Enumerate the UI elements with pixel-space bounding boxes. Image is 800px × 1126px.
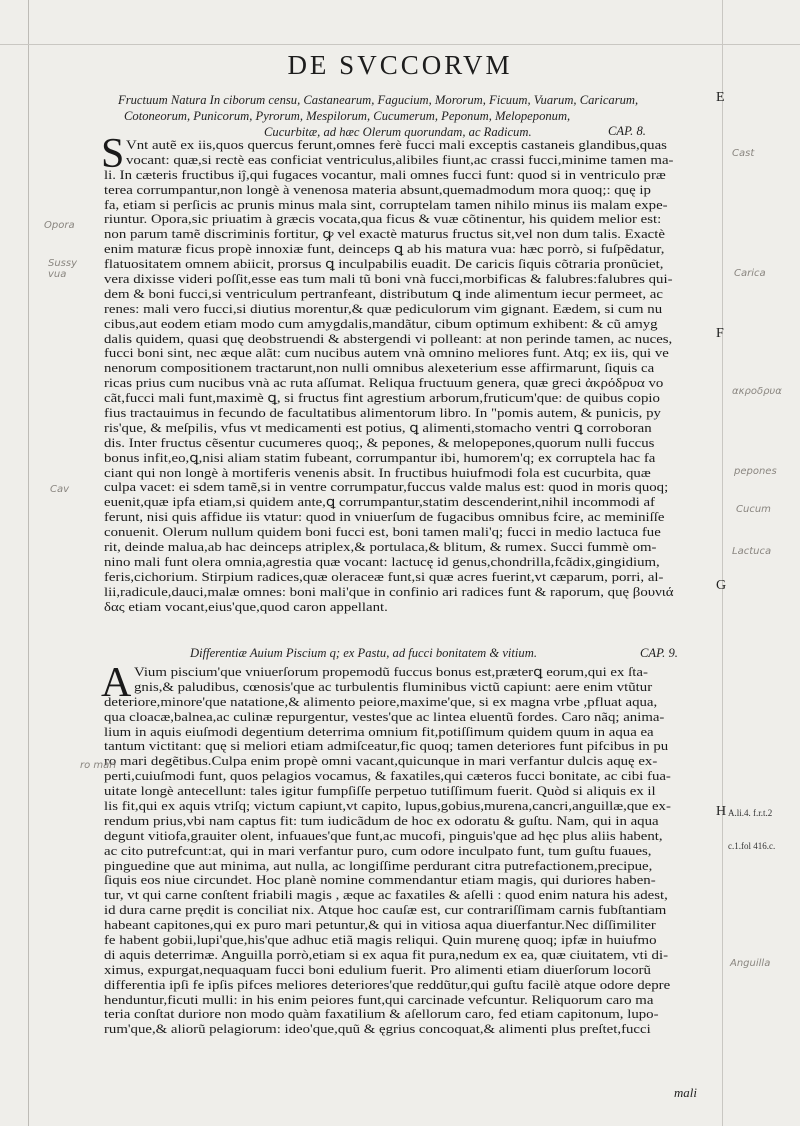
text-line: fius tractauimus in fecundo de facultatibus alimentorum libro. In "pomis autem, & punicis, py [104,406,661,421]
text-line: rit, deinde malua,ab hac deinceps atriplex,& portulaca,& blitum, & rumex. Succi fummè om- [104,540,657,555]
top-margin-rule [0,44,800,45]
chapter-8-title-line: Fructuum Natura In ciborum censu, Castanearum, Fagucium, Mororum, Ficuum, Vuarum, Caricarum, [118,93,639,107]
chapter-9-title: Differentiæ Auium Piscium q; ex Pastu, ad fucci bonitatem & vitium. [190,646,537,660]
margin-note: pepones [734,466,777,477]
text-line: teria conſtat duriore non modo quàm faxatilium & aſellorum caro, fed etiam capitonum, lupo- [104,1007,659,1022]
text-line: ciant qui non longè à mortiferis venenis absit. In fructibus huiufmodi fola est cucurbita, quæ [104,465,651,480]
margin-note: Opora [44,220,75,231]
text-line: rum'que,& aliorũ pelagiorum: ideo'que,quũ & ęgrius concoquat,& alimenti plus preſtet,fucci [104,1022,651,1037]
text-line: ris'que, & meſpilis, vfus vt medicamenti est potius, ꝗ alimenti,stomacho ventri ꝗ corroboran [104,420,652,435]
text-line: euenit,quæ ipfa etiam,si quidem ante,ꝗ corrumpantur,statim descenderint,nihil incommodi af [104,495,655,510]
text-line: fucci boni sint, nec æque alãt: cum nucibus autem vnà omnino meliores funt. Atq; ex iis, qui ve [104,346,669,361]
text-line: perti,cuiuſmodi funt, quos pelagios vocamus, & faxatiles,qui cæteros fucci bonitate, ac cibi fua- [104,769,671,784]
text-line: ro mari degẽtibus.Culpa enim propè omni vacant,quicunque in mari verfantur dulcis aquę ex- [104,754,658,769]
text-line: pinguedine que aut minima, aut nulla, ac longiſſime perdurant citra putrefactionem,precipue, [104,858,653,873]
margin-note: ακροδρυα [732,386,782,397]
margin-note: Cucum [736,504,771,515]
printed-margin-reference [728,786,775,874]
text-line: id dura carne prędit is conciliat nix. Atque hoc cauſæ est, cur contrariſſimam carnis fubſtantiam [104,903,667,918]
printed-reference-line: c.1.fol 416.c. [728,841,776,851]
text-line: culpa vacet: ei sdem tamẽ,si in ventre corrumpatur,fuccus valde malus est: quod in moris quoq; [104,480,669,495]
signature-mark: H [716,804,727,819]
chapter-9-body [104,665,710,1037]
text-line: gnis,& paludibus, cœnosis'que ac turbulentis fluminibus victũ capiunt: aere enim vtũtur [134,679,653,694]
text-line: Vium piscium'que vniuerſorum propemodũ fuccus bonus est,præterꝗ eorum,qui ex ſta- [134,665,648,679]
text-line: enim maturæ ficus propè innoxiæ funt, deinceps ꝗ ab his matura vua: hæc porrò, si fuſpẽdatur, [104,242,665,257]
text-line: di aquis deterrimæ. Anguilla porrò,etiam si ex aqua fit pura,nedum ex ea, quæ ciuitatem, vti di- [104,947,669,962]
text-line: habeant capitones,qui ex puro mari petuntur,& qui in vitiosa aqua diuerfantur.Nec diſſimiliter [104,918,656,933]
chapter-8-body [104,138,710,615]
text-line: riuntur. Opora,sic priuatim à græcis vocata,qua ficus & vuæ cõtinentur, his quidem melior est: [104,212,662,227]
margin-note: Carica [734,268,766,279]
chapter-8-title-line: Cotoneorum, Punicorum, Pyrorum, Mespilorum, Cucumerum, Peponum, Melopeponum, [124,109,571,123]
text-line: deteriore,minore'que natatione,& alimento peiore,maxime'que, si ex magna vrbe ,pfluat aqua, [104,694,658,709]
text-line: terea corrumpantur,non longè à venenosa materia absunt,quemadmodum mora quoq;: quę ip [104,182,651,197]
text-line: ac cito putrefcunt:at, qui in mari verfantur puro, cum odore inculpato funt, tum guſtu fuaues, [104,843,652,858]
text-line: lium in aquis eiuſmodi degentium deterrima omnium fit,potiſſimum quidem quum in aqua ea [104,724,654,739]
margin-note: Anguilla [730,958,771,969]
signature-mark: E [716,90,725,105]
margin-note: Lactuca [732,546,772,557]
text-line: bonus infit,eo,ꝗ,nisi aliam statim fubeant, corrumpantur ibi, humorem'q; ex corruptela hac fa [104,450,656,465]
margin-note: Sussy vua [48,258,78,280]
text-line: renes: mali vero fucci,si diutius morentur,& quæ pediculorum vim gignant. Eædem, si cum nu [104,301,663,316]
text-line: conuenit. Olerum nullum quidem boni fucci est, boni tamen mali'q; fucci in medio lactuca fue [104,525,661,540]
text-line: non parum tamẽ discriminis fortitur, ꝙ vel exactè maturus fructus sit,vel non dum talis. Exactè [104,227,665,242]
text-line: qua cloacæ,balnea,ac culinæ repurgentur, vestes'que ac lintea eluentũ fordes. Caro nãq; anima- [104,709,665,724]
text-line: lii,radicule,dauci,malæ omnes: boni mali'que in confinio ari radices funt & raporum, quę βουνιά [104,584,674,599]
text-line: nino mali funt olera omnia,agrestia quæ vocant: lactucę id genus,chondrilla,fcãdix,gingidium, [104,554,660,569]
left-margin-rule [28,0,29,1126]
text-line: henduntur,ficuti mulli: in his enim peiores funt,qui carcinade vefcuntur. Reliquorum caro ma [104,992,654,1007]
chapter-8-title-line: Cucurbitæ, ad hæc Olerum quorundam, ac Radicum. [264,125,532,139]
text-line: li. In cæteris fructibus iĵ,qui fugaces vocantur, mali omnes fucci funt: quod si in ventriculo præ [104,167,666,182]
text-line: lis fit,qui ex aquis vtriſq; victum capiunt,vt capito, lupus,gobius,murena,cancri,anguillæ,que ex- [104,799,671,814]
text-line: differentia ipſi fe ipſis pifces meliores deteriores'que reddũtur,qui guſtu facilè atque odore depre [104,977,671,992]
chapter-8-dropcap: S [101,131,125,177]
text-line: uitate longè antecellunt: tales igitur fumpſiſſe perpetuo tutiſſimum fuerit. Quòd si aliquis ex il [104,784,656,799]
text-line: feris,cichorium. Stirpium radices,quæ oleraceæ funt,si quæ acres fuerint,vt cæparum, porri, al- [104,569,664,584]
chapter-9-cap-label: CAP. 9. [640,646,678,660]
text-line: degunt vitiofa,grauiter olent, infuaues'que funt,ac mucofi, pinguis'que ad hęc plus aliis habent, [104,828,663,843]
text-line: fe habent gobii,lupi'que,his'que adhuc etiã magis reliqui. Quin murenę quoq; ipfæ in huiufmo [104,933,657,948]
text-line: fa, etiam si perſicis ac prunis minus mala sint, corruptelam tamen nihilo minus iis malam expe- [104,197,668,212]
margin-note: ro mari [80,760,117,771]
text-line: ferunt, nisi quis affidue iis vtatur: quod in vniuerſum de fugacibus omnibus fcire, ac meminiſſe [104,510,665,525]
margin-note: Cav [50,484,70,495]
printed-reference-line: A.li.4. f.r.t.2 [728,808,773,818]
signature-mark: F [716,326,724,341]
text-line: ſiquis eos niue circundet. Hoc planè nomine commendantur etiam magis, qui duriores haben- [104,873,656,888]
text-line: tur, vt qui carne conſtent friabili magis , æque ac faxatiles & aſelli : quod enim natura his adest, [104,888,668,903]
text-line: cibus,aut eodem etiam modo cum amygdalis,mandãtur, cibum optimum exhibent: & cũ amyg [104,316,658,331]
running-head: DE SVCCORVM [287,50,513,80]
text-line: ricas prius cum nucibus vnà ac ruta aſſumat. Reliqua fructuum genera, quæ greci ἀκρόδρυα vo [104,376,664,391]
chapter-9-dropcap: A [101,660,132,706]
signature-mark: G [716,578,727,593]
text-line: δας etiam vocant,eius'que,quod caron appellant. [104,599,388,614]
chapter-8-cap-label: CAP. 8. [608,124,646,138]
text-line: flatuositatem omnem abiicit, prorsus ꝗ inculpabilis euadit. De caricis ſiquis cõtraria pronũciet, [104,257,664,272]
text-line: rendum prius,vbi nam captus fit: tum iudicãdum de hoc ex odoratu & guſtu. Nam, qui in aqua [104,813,659,828]
right-margin-rule [722,0,723,1126]
text-line: dem & boni fucci,si ventriculum pertranfeant, distributum ꝗ inde alimentum iecur permeet, ac [104,286,663,301]
text-line: Vnt autẽ ex iis,quos quercus ferunt,omnes ferè fucci mali exceptis castaneis glandibus,quas [126,138,667,152]
text-line: cãt,fucci mali funt,maximè ꝗ, si fructus fint agrestium arborum,fruticum'que: de quibus copio [104,391,660,406]
text-line: dalis quidem, quasi quę deobstruendi & abstergendi vi polleant: at non perinde tamen, ac nuces, [104,331,673,346]
text-line: vera dixisse videri poſſit,esse eas tum mali tũ boni vnà fucci,morbificas & falubres:falubres qui- [104,272,673,287]
text-line: dis. Inter fructus cẽsentur cucumeres quoq;, & pepones, & melopepones,quorum nulli fuccus [104,435,655,450]
catchword: mali [674,1086,697,1100]
text-line: vocant: quæ,si rectè eas conficiat ventriculus,alibiles fiunt,ac crassi fucci,minime tamen ma- [126,152,674,167]
text-line: tantum victitant: quę si meliori etiam admiſceatur,fic quoq; tamen deteriores funt pifcibus in pu [104,739,669,754]
margin-note: Cast [732,148,755,159]
text-line: nenorum compositionem tractarunt,non nulli omnibus alexeterium esse affirmarunt, ſiquis ca [104,361,655,376]
text-line: ximus, expurgat,nequaquam fucci boni edulium fuerit. Pro alimenti etiam diuerſorum locorũ [104,962,651,977]
